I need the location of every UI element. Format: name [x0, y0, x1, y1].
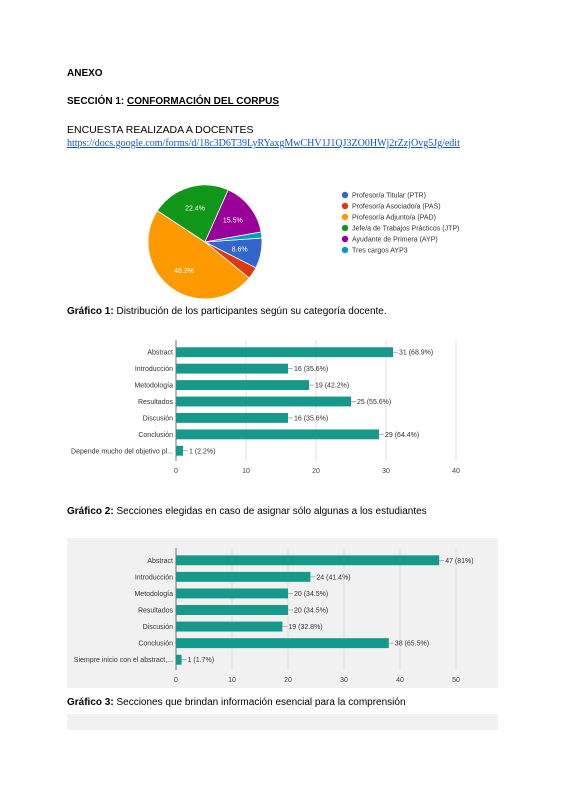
caption-chart-2: [67, 506, 427, 517]
x-tick-label: 20: [284, 677, 292, 684]
bar: [176, 397, 351, 407]
x-tick-label: 30: [340, 677, 348, 684]
bar-chart-2: [60, 336, 500, 486]
category-label: Resultados: [137, 607, 173, 615]
legend-label: Jefe/a de Trabajos Prácticos (JTP): [352, 225, 460, 233]
bar: [176, 638, 389, 648]
legend-label: Profesor/a Titular (PTR): [352, 192, 426, 200]
caption-chart-1: [67, 306, 387, 317]
category-label: Conclusión: [138, 431, 173, 439]
legend-swatch: [342, 192, 348, 198]
pie-slice-label: 15.5%: [222, 217, 243, 225]
caption-2-prefix: Gráfico 2:: [67, 506, 114, 517]
caption-3-text: Secciones que brindan información esencial para la comprensión: [113, 697, 406, 708]
bar: [176, 572, 310, 582]
category-label: Discusión: [142, 624, 173, 632]
section-prefix: SECCIÓN 1:: [67, 96, 128, 107]
bar: [176, 446, 183, 456]
caption-1-text: Distribución de los participantes según su categoría docente.: [113, 306, 387, 317]
category-label: Abstract: [147, 557, 173, 565]
x-tick-label: 10: [242, 468, 250, 475]
survey-link[interactable]: https://docs.google.com/forms/d/18c3D6T39LyRYaxgMwCHV1J1QJ3ZO0HWj2rZzjOvg5Jg/edit: [67, 138, 460, 149]
caption-3-prefix: Gráfico 3:: [67, 697, 114, 708]
section-title: CONFORMACIÓN DEL CORPUS: [127, 96, 280, 107]
legend-swatch: [342, 203, 348, 209]
pie-slice-label: 8.6%: [231, 246, 248, 254]
value-label: 25 (55.6%): [357, 399, 392, 406]
bottom-panel: [67, 714, 498, 730]
bar: [176, 555, 439, 565]
value-label: 29 (64.4%): [385, 431, 420, 439]
bar: [176, 413, 288, 423]
value-label: 19 (42.2%): [315, 382, 350, 390]
x-tick-label: 0: [174, 468, 178, 475]
value-label: 1 (1.7%): [187, 657, 215, 665]
caption-2-text: Secciones elegidas en caso de asignar sólo algunas a los estudiantes: [113, 506, 427, 517]
bar: [176, 429, 379, 439]
category-label: Resultados: [137, 399, 173, 406]
category-label: Conclusión: [138, 640, 173, 648]
x-tick-label: 10: [228, 677, 236, 684]
category-label: Introducción: [134, 366, 173, 374]
x-tick-label: 50: [452, 677, 460, 684]
category-label: Depende mucho del objetivo pl...: [71, 448, 173, 456]
x-tick-label: 40: [396, 677, 404, 684]
value-label: 38 (65.5%): [394, 640, 430, 648]
category-label: Siempre inicio con el abstract,...: [73, 657, 173, 665]
bar: [176, 605, 288, 615]
bar: [176, 588, 288, 598]
pie-chart: [140, 180, 490, 305]
section-heading: [67, 96, 279, 107]
legend-swatch: [342, 247, 348, 253]
pie-slices: [148, 185, 262, 299]
value-label: 16 (35.6%): [294, 366, 329, 374]
x-tick-label: 20: [312, 468, 320, 475]
legend-label: Ayudante de Primera (AYP): [352, 236, 438, 244]
legend-swatch: [342, 225, 348, 231]
value-label: 19 (32.8%): [288, 624, 323, 632]
value-label: 31 (68.9%): [399, 349, 434, 357]
category-label: Discusión: [142, 415, 173, 423]
x-tick-label: 30: [382, 468, 390, 475]
value-label: 16 (35.6%): [294, 415, 329, 423]
bar: [176, 347, 393, 357]
pie-legend: [342, 192, 460, 255]
pie-slice-label: 48.3%: [174, 268, 195, 275]
pie-slice-label: 22.4%: [185, 205, 206, 213]
bar: [176, 380, 309, 390]
category-label: Metodología: [134, 590, 173, 598]
legend-label: Profesor/a Asociado/a (PAS): [352, 203, 441, 211]
category-label: Abstract: [147, 349, 173, 357]
x-tick-label: 40: [452, 468, 460, 475]
bar: [176, 655, 182, 665]
category-label: Metodología: [134, 382, 173, 390]
bar-chart-3-marks: [74, 548, 474, 684]
annex-heading: ANEXO: [67, 68, 103, 79]
bar: [176, 364, 288, 374]
caption-chart-3: [67, 697, 406, 708]
value-label: 20 (34.5%): [294, 607, 329, 615]
legend-swatch: [342, 214, 348, 220]
value-label: 1 (2.2%): [189, 448, 216, 456]
bar: [176, 622, 282, 632]
value-label: 47 (81%): [445, 557, 474, 565]
bar-chart-2-marks: [71, 340, 460, 475]
x-tick-label: 0: [174, 677, 178, 684]
bar-chart-3: [60, 545, 500, 688]
value-label: 20 (34.5%): [294, 590, 329, 598]
legend-label: Tres cargos AYP3: [352, 247, 408, 255]
category-label: Introducción: [134, 574, 173, 582]
caption-1-prefix: Gráfico 1:: [67, 306, 114, 317]
value-label: 24 (41.4%): [316, 574, 351, 582]
legend-label: Profesor/a Adjunto/a (PAD): [352, 214, 436, 222]
survey-label: ENCUESTA REALIZADA A DOCENTES: [67, 124, 254, 136]
legend-swatch: [342, 236, 348, 242]
